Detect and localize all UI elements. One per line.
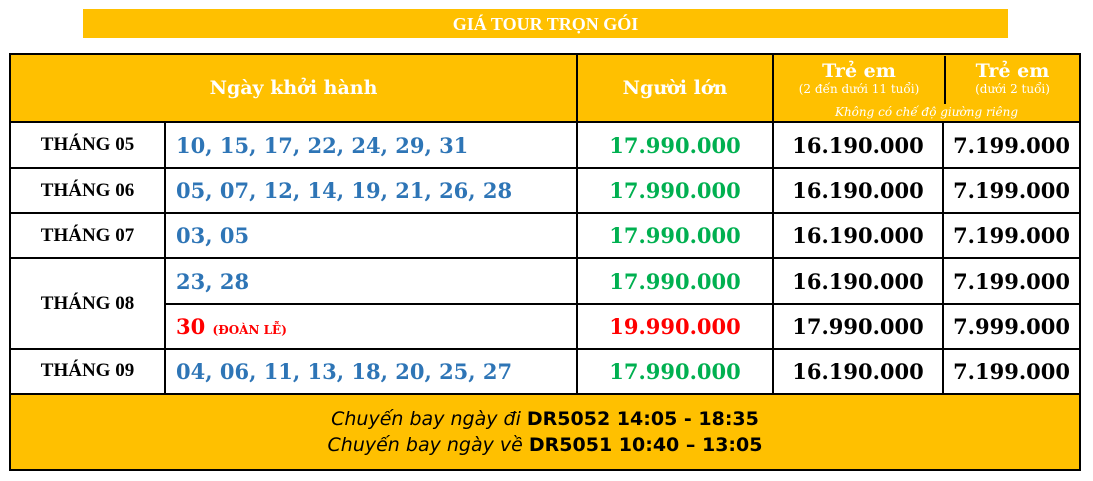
- dates-cell: 05, 07, 12, 14, 19, 21, 26, 28: [165, 168, 577, 213]
- departure-header: [10, 54, 577, 122]
- month-cell: THÁNG 07: [10, 213, 165, 258]
- dates-cell: 03, 05: [165, 213, 577, 258]
- price-banner: GIÁ TOUR TRỌN GÓI: [83, 9, 1008, 38]
- dates-cell: 23, 28: [165, 258, 577, 303]
- adult-header: [577, 54, 773, 122]
- infant-price: 7.199.000: [943, 349, 1080, 394]
- adult-price: 17.990.000: [577, 349, 773, 394]
- holiday-tag: (ĐOÀN LỄ): [212, 322, 287, 337]
- adult-price: 17.990.000: [577, 122, 773, 168]
- infant-price: 7.199.000: [943, 258, 1080, 303]
- outbound-label: Chuyến bay ngày đi: [331, 407, 521, 430]
- infant-price: 7.199.000: [943, 168, 1080, 213]
- outbound-flight-line: [11, 406, 1079, 432]
- dates-cell: [165, 304, 577, 349]
- child-header-cell: [774, 56, 946, 104]
- dates-cell: 04, 06, 11, 13, 18, 20, 25, 27: [165, 349, 577, 394]
- child-price: 16.190.000: [773, 122, 943, 168]
- table-row: [10, 213, 1080, 258]
- return-flight: DR5051 10:40 – 13:05: [528, 433, 763, 456]
- outbound-flight: DR5052 14:05 - 18:35: [526, 407, 759, 430]
- flight-info: [10, 394, 1080, 470]
- flight-info-row: [10, 394, 1080, 470]
- child-price: 17.990.000: [773, 304, 943, 349]
- child-header-sub: (2 đến dưới 11 tuổi): [798, 82, 920, 97]
- adult-price: 17.990.000: [577, 258, 773, 303]
- month-cell: THÁNG 09: [10, 349, 165, 394]
- adult-header-label: Người lớn: [622, 77, 728, 100]
- tour-price-table: [9, 53, 1081, 471]
- child-price: 16.190.000: [773, 213, 943, 258]
- table-header: [10, 54, 1080, 122]
- infant-price: 7.999.000: [943, 304, 1080, 349]
- table-row: [10, 168, 1080, 213]
- adult-price: 17.990.000: [577, 213, 773, 258]
- table-row: [10, 349, 1080, 394]
- dates-cell: 10, 15, 17, 22, 24, 29, 31: [165, 122, 577, 168]
- adult-price: 17.990.000: [577, 168, 773, 213]
- infant-header-sub: (dưới 2 tuổi): [975, 82, 1050, 97]
- table-row: [10, 304, 1080, 349]
- child-price: 16.190.000: [773, 258, 943, 303]
- return-label: Chuyến bay ngày về: [327, 433, 523, 456]
- child-price: 16.190.000: [773, 168, 943, 213]
- departure-header-label: Ngày khởi hành: [209, 77, 378, 100]
- adult-price: 19.990.000: [577, 304, 773, 349]
- holiday-date: 30: [176, 313, 206, 339]
- infant-price: 7.199.000: [943, 122, 1080, 168]
- no-bed-note: Không có chế độ giường riêng: [834, 105, 1019, 120]
- infant-header-cell: [946, 56, 1079, 104]
- month-cell: THÁNG 06: [10, 168, 165, 213]
- return-flight-line: [11, 432, 1079, 458]
- child-header: [773, 54, 1080, 122]
- child-header-label: Trẻ em: [822, 60, 896, 83]
- infant-header-label: Trẻ em: [975, 60, 1050, 83]
- table-row: [10, 258, 1080, 303]
- infant-price: 7.199.000: [943, 213, 1080, 258]
- month-cell: THÁNG 05: [10, 122, 165, 168]
- month-cell: THÁNG 08: [10, 258, 165, 348]
- table-row: [10, 122, 1080, 168]
- child-price: 16.190.000: [773, 349, 943, 394]
